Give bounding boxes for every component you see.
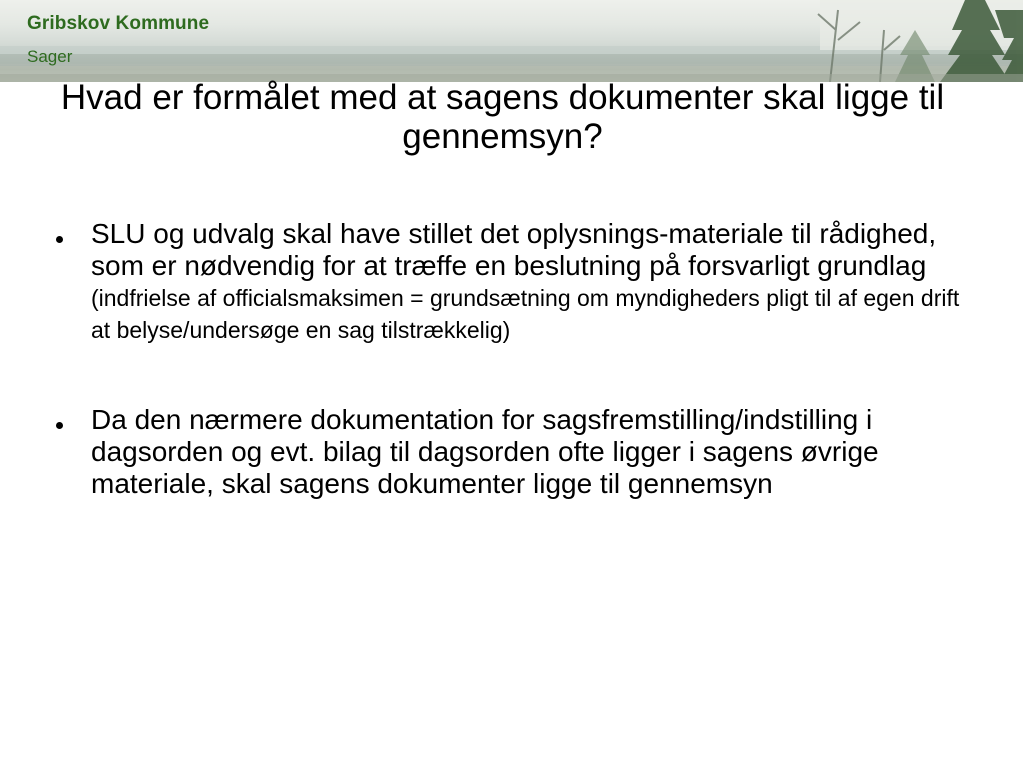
header-banner bbox=[0, 0, 1023, 82]
bullet-item bbox=[56, 404, 961, 500]
bullet-text: SLU og udvalg skal have stillet det oplysnings-materiale til rådighed, som er nødvendig for at træffe en beslutning på forsvarligt grundlag bbox=[91, 218, 937, 281]
bullet-item bbox=[56, 218, 961, 346]
bullet-note: (indfrielse af officialsmaksimen = grundsætning om myndigheders pligt til af egen drift at belyse/undersøge en sag tilstrækkelig) bbox=[91, 285, 960, 343]
bullet-dot-icon bbox=[56, 236, 63, 243]
bullet-text: Da den nærmere dokumentation for sagsfremstilling/indstilling i dagsorden og evt. bilag til dagsorden ofte ligger i sagens øvrige materiale, skal sagens dokumenter ligge til gennemsyn bbox=[91, 404, 879, 499]
organization-name: Gribskov Kommune bbox=[27, 13, 210, 34]
bullet-dot-icon bbox=[56, 422, 63, 429]
section-label: Sager bbox=[27, 47, 73, 66]
bullet-list bbox=[56, 218, 961, 558]
slide-title: Hvad er formålet med at sagens dokumenter skal ligge til gennemsyn? bbox=[60, 78, 945, 156]
